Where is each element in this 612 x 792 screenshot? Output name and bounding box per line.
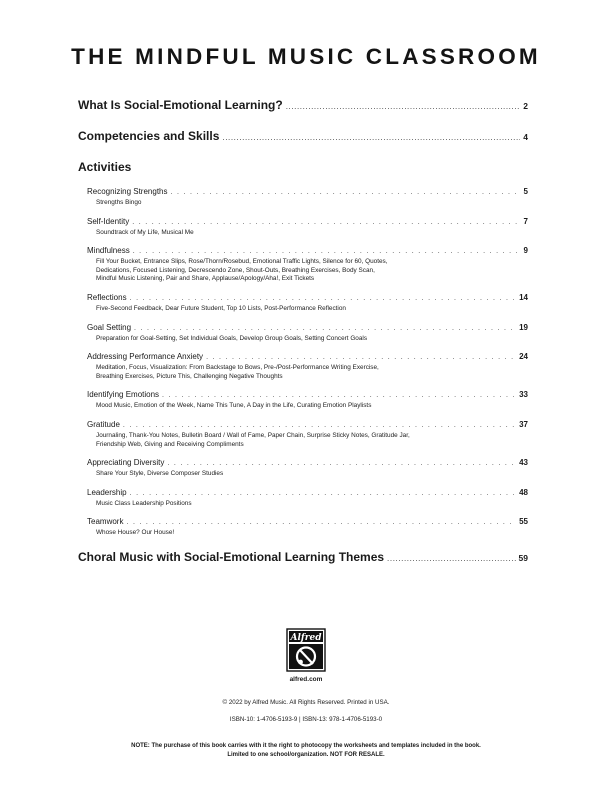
toc-entry-label: Gratitude bbox=[87, 419, 120, 429]
activity-detail-line: Whose House? Our House! bbox=[96, 529, 175, 537]
toc-entry-sel[interactable] bbox=[78, 98, 528, 113]
dot-leader bbox=[126, 517, 516, 528]
toc-entry-label: Choral Music with Social-Emotional Learning Themes bbox=[78, 549, 385, 564]
toc-entry-label: Self-Identity bbox=[87, 216, 130, 226]
toc-entry-activity[interactable] bbox=[87, 419, 528, 430]
toc-activity bbox=[87, 389, 528, 411]
toc-page-number: 33 bbox=[519, 390, 528, 400]
toc-page-number: 2 bbox=[523, 101, 528, 111]
toc-entry-label: Reflections bbox=[87, 292, 127, 302]
dot-leader bbox=[130, 293, 517, 304]
dot-leader bbox=[167, 458, 516, 469]
activity-detail-line: Dedications, Focused Listening, Decrescendo Zone, Shout-Outs, Breathing Exercises, Body Scan, bbox=[96, 266, 375, 274]
activity-details bbox=[96, 470, 528, 479]
toc-page-number: 48 bbox=[519, 487, 528, 497]
dot-leader bbox=[171, 187, 521, 198]
toc-page-number: 59 bbox=[518, 552, 528, 563]
activity-details bbox=[96, 500, 528, 509]
activity-detail-line: Strengths Bingo bbox=[96, 199, 142, 206]
activity-detail-line: Five-Second Feedback, Dear Future Student, Top 10 Lists, Post-Performance Reflection bbox=[96, 304, 346, 312]
toc-entry-label: Addressing Performance Anxiety bbox=[87, 352, 204, 362]
toc-entry-label: Competencies and Skills bbox=[78, 129, 220, 143]
toc-entry-activity[interactable] bbox=[87, 245, 528, 256]
dot-leader bbox=[133, 246, 521, 257]
toc-entry-activity[interactable] bbox=[87, 186, 528, 197]
toc-entry-label: Leadership bbox=[87, 487, 127, 497]
book-title: THE MINDFUL MUSIC CLASSROOM bbox=[71, 44, 541, 69]
toc-activity bbox=[87, 245, 528, 284]
toc-activity bbox=[87, 516, 528, 538]
activities-heading: Activities bbox=[78, 160, 132, 174]
toc-entry-label: Appreciating Diversity bbox=[87, 458, 165, 468]
toc-entry-activity[interactable] bbox=[87, 389, 528, 400]
activity-details bbox=[96, 199, 528, 208]
toc-entry-competencies[interactable] bbox=[78, 129, 528, 144]
toc-activity bbox=[87, 216, 528, 238]
toc-entry-label: Goal Setting bbox=[87, 322, 132, 332]
toc-activity bbox=[87, 457, 528, 479]
toc-entry-activity[interactable] bbox=[87, 457, 528, 468]
toc-page-number: 37 bbox=[519, 419, 528, 429]
activity-detail-line: Breathing Exercises, Picture This, Challenging Negative Thoughts bbox=[96, 372, 283, 380]
dot-leader bbox=[206, 352, 516, 363]
dot-leader bbox=[123, 420, 516, 431]
toc-page-number: 14 bbox=[519, 292, 528, 302]
toc-entry-label: Recognizing Strengths bbox=[87, 187, 168, 196]
toc-activity bbox=[87, 351, 528, 381]
activity-details bbox=[96, 335, 528, 344]
photocopy-note bbox=[0, 742, 612, 760]
activity-details bbox=[96, 529, 528, 538]
toc-entry-label: Mindfulness bbox=[87, 246, 130, 256]
toc-activity bbox=[87, 322, 528, 344]
activity-details bbox=[96, 402, 528, 411]
toc-entry-activity[interactable] bbox=[87, 292, 528, 303]
toc-entry-activity[interactable] bbox=[87, 351, 528, 362]
dot-leader bbox=[162, 390, 516, 401]
activity-details bbox=[96, 364, 528, 381]
activities-list bbox=[78, 186, 528, 538]
toc-activity bbox=[87, 487, 528, 509]
note-line: Limited to one school/organization. NOT FOR RESALE. bbox=[227, 752, 385, 758]
toc-activity bbox=[87, 419, 528, 449]
toc-entry-activity[interactable] bbox=[87, 216, 528, 227]
toc-activity bbox=[87, 186, 528, 208]
activity-details bbox=[96, 432, 528, 449]
activity-detail-line: Friendship Web, Giving and Receiving Compliments bbox=[96, 440, 244, 448]
toc-entry-activity[interactable] bbox=[87, 487, 528, 498]
toc-entry-label: Identifying Emotions bbox=[87, 390, 160, 400]
activity-detail-line: Fill Your Bucket, Entrance Slips, Rose/Thorn/Rosebud, Emotional Traffic Lights, Silence for 60, Quotes, bbox=[96, 258, 388, 266]
activity-detail-line: Preparation for Goal-Setting, Set Individual Goals, Develop Group Goals, Setting Concert Goals bbox=[96, 334, 368, 342]
activity-detail-line: Journaling, Thank-You Notes, Bulletin Board / Wall of Fame, Paper Chain, Surprise Sticky Notes, Gratitude Jar, bbox=[96, 431, 410, 439]
website-link[interactable]: alfred.com bbox=[289, 676, 323, 683]
svg-text:Alfred: Alfred bbox=[290, 633, 322, 643]
activity-details bbox=[96, 229, 528, 238]
toc-entry-activity[interactable] bbox=[87, 516, 528, 527]
toc-entry-label: Teamwork bbox=[87, 517, 124, 527]
activity-detail-line: Music Class Leadership Positions bbox=[96, 499, 192, 507]
isbn-line: ISBN-10: 1-4706-5193-9 | ISBN-13: 978-1-4706-5193-0 bbox=[229, 716, 383, 723]
table-of-contents bbox=[78, 98, 528, 565]
toc-page-number: 9 bbox=[523, 246, 528, 256]
toc-entry-label: What Is Social-Emotional Learning? bbox=[78, 98, 283, 112]
toc-page-number: 55 bbox=[519, 517, 528, 527]
toc-page-number: 24 bbox=[519, 352, 528, 362]
toc-page-number: 4 bbox=[523, 132, 528, 142]
dot-leader bbox=[387, 551, 515, 566]
dot-leader bbox=[130, 488, 517, 499]
alfred-logo-icon bbox=[286, 628, 326, 672]
copyright-notice: © 2022 by Alfred Music. All Rights Reserved. Printed in USA. bbox=[222, 699, 390, 706]
dot-leader bbox=[132, 217, 520, 228]
activity-detail-line: Soundtrack of My Life, Musical Me bbox=[96, 228, 194, 236]
activity-detail-line: Mindful Music Listening, Pair and Share, Applause/Apology/Aha!, Exit Tickets bbox=[96, 275, 315, 283]
toc-entry-choral-music[interactable] bbox=[78, 550, 528, 565]
toc-page-number: 5 bbox=[523, 187, 528, 196]
activity-detail-line: Mood Music, Emotion of the Week, Name This Tune, A Day in the Life, Curating Emotion Playlists bbox=[96, 402, 372, 410]
dot-leader bbox=[134, 323, 516, 334]
activity-details bbox=[96, 258, 528, 284]
activity-detail-line: Share Your Style, Diverse Composer Studies bbox=[96, 470, 224, 478]
toc-page-number: 19 bbox=[519, 322, 528, 332]
toc-entry-activity[interactable] bbox=[87, 322, 528, 333]
activity-detail-line: Meditation, Focus, Visualization: From Backstage to Bows, Pre-/Post-Performance Writing Exercise, bbox=[96, 364, 379, 372]
note-line: NOTE: The purchase of this book carries with it the right to photocopy the worksheets and templates included in the book. bbox=[131, 743, 481, 749]
toc-page-number: 43 bbox=[519, 458, 528, 468]
toc-activity bbox=[87, 292, 528, 314]
dot-leader bbox=[222, 130, 520, 145]
toc-page-number: 7 bbox=[523, 216, 528, 226]
dot-leader bbox=[286, 99, 521, 114]
activity-details bbox=[96, 305, 528, 314]
